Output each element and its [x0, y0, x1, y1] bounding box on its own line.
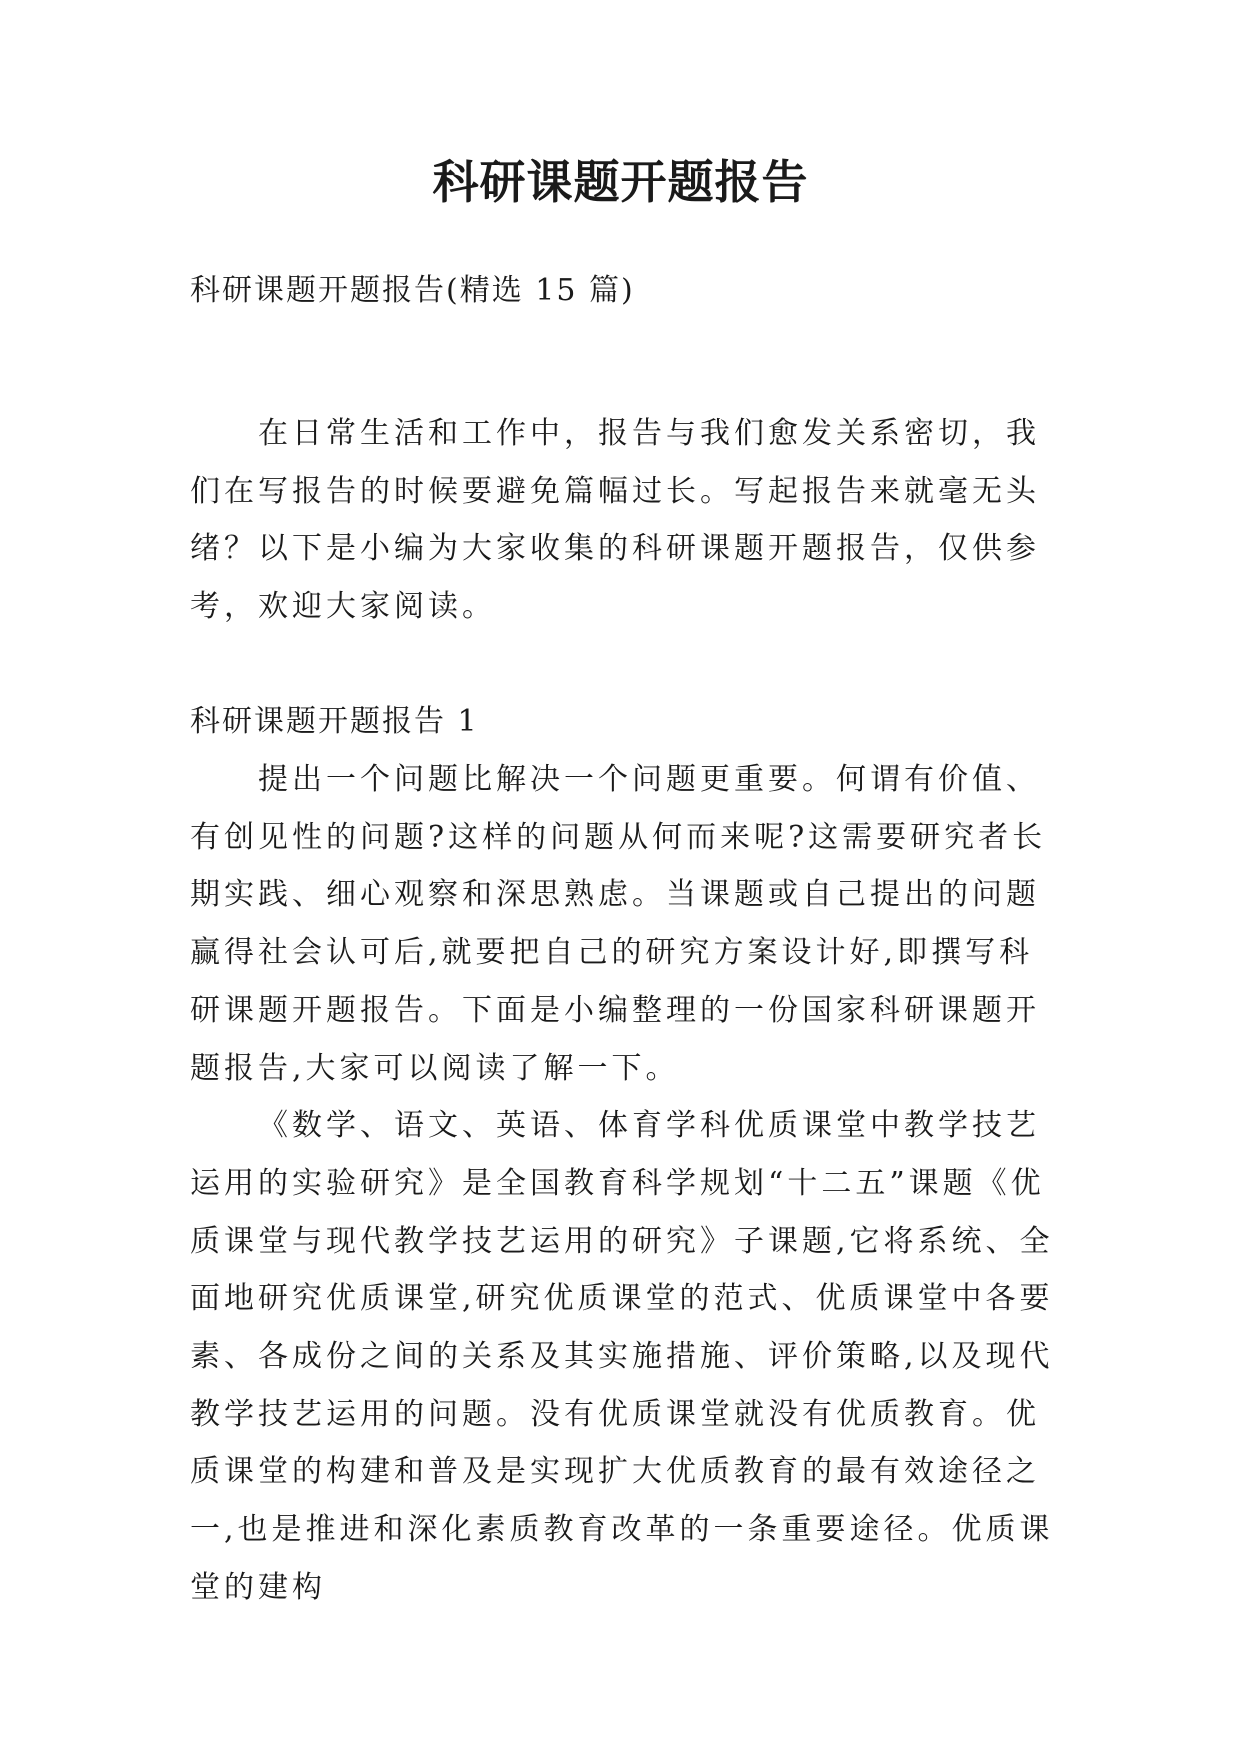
- document-subtitle: 科研课题开题报告(精选 15 篇): [190, 273, 635, 308]
- section-heading: 科研课题开题报告 1: [190, 704, 479, 739]
- body-paragraph: 提出一个问题比解决一个问题更重要。何谓有价值、有创见性的问题?这样的问题从何而来呢?这需要研究者长期实践、细心观察和深思熟虑。当课题或自己提出的问题赢得社会认可后,就要把自己的研究方案设计好,即撰写科研课题开题报告。下面是小编整理的一份国家科研课题开题报告,大家可以阅读了解一下。: [190, 762, 1047, 1086]
- document-title: 科研课题开题报告: [432, 155, 809, 209]
- section-body: [190, 751, 1062, 1617]
- intro-paragraph: 在日常生活和工作中，报告与我们愈发关系密切，我们在写报告的时候要避免篇幅过长。写起报告来就毫无头绪？以下是小编为大家收集的科研课题开题报告，仅供参考，欢迎大家阅读。: [190, 416, 1040, 625]
- body-paragraph: 《数学、语文、英语、体育学科优质课堂中教学技艺运用的实验研究》是全国教育科学规划“十二五”课题《优质课堂与现代教学技艺运用的研究》子课题,它将系统、全面地研究优质课堂,研究优质课堂的范式、优质课堂中各要素、各成份之间的关系及其实施措施、评价策略,以及现代教学技艺运用的问题。没有优质课堂就没有优质教育。优质课堂的构建和普及是实现扩大优质教育的最有效途径之一,也是推进和深化素质教育改革的一条重要途径。优质课堂的建构: [190, 1108, 1054, 1605]
